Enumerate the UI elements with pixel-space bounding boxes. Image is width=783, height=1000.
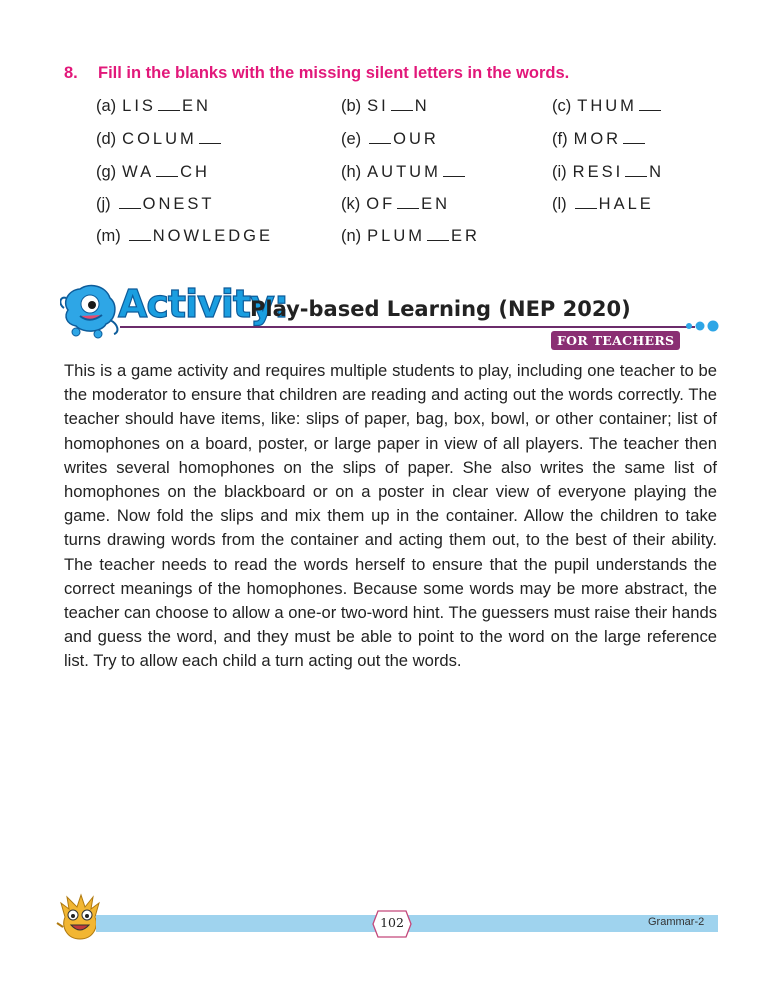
word-part-after: EN	[181, 97, 211, 115]
item-label: (c)	[552, 97, 572, 115]
dots-decoration-icon	[685, 319, 721, 333]
blank-line	[369, 129, 391, 144]
blank-line	[427, 226, 449, 241]
word-part-after: HALE	[598, 195, 654, 213]
blank-line	[639, 96, 661, 111]
word-part-before: THUM	[577, 97, 637, 115]
item-word	[573, 195, 654, 213]
item-word	[127, 227, 273, 245]
question-number: 8.	[64, 64, 78, 82]
page-number: 102	[380, 915, 404, 930]
word-part-after: OUR	[393, 130, 439, 148]
question-instruction: Fill in the blanks with the missing silent letters in the words.	[98, 64, 570, 82]
blank-line	[199, 129, 221, 144]
exercise-item	[96, 162, 210, 182]
activity-subtitle: Play-based Learning (NEP 2020)	[250, 297, 631, 321]
word-part-after: EN	[421, 195, 451, 213]
item-word	[122, 163, 210, 181]
word-part-before: AUTUM	[367, 163, 441, 181]
activity-header	[60, 280, 720, 360]
blank-line	[156, 162, 178, 177]
item-label: (g)	[96, 163, 117, 181]
item-word	[367, 227, 480, 245]
exercise-item	[552, 129, 647, 149]
exercise-item	[96, 226, 273, 246]
item-word	[122, 130, 223, 148]
activity-title: Activity:	[118, 282, 289, 326]
word-part-after: N	[414, 97, 430, 115]
activity-paragraph: This is a game activity and requires multiple students to play, including one teacher to be the moderator to ensure that children are reading and acting out the words correctly. The teacher should have items, like: slips of paper, bag, box, bowl, or other container; list of homophones on a board, poster, or large paper in view of all players. The teacher then writes several homophones on the slips of paper. She also writes the same list of homophones on the blackboard or on a poster in clear view of everyone playing the game. Now fold the slips and mix them up in the container. Allow the children to take turns drawing words from the container and acting them out, to the best of their ability. The teacher needs to read the words herself to ensure that the pupil understands the correct meanings of the homophones. Because some words may be more abstract, the teacher can choose to allow a one-or two-word hint. The guessers must raise their hands and guess the word, and they must be able to point to the word on the large reference list. Try to allow each child a turn acting out the words.	[64, 361, 717, 671]
item-label: (b)	[341, 97, 362, 115]
item-word	[117, 195, 215, 213]
item-label: (i)	[552, 163, 567, 181]
word-part-before: PLUM	[367, 227, 426, 245]
book-title: Grammar-2	[648, 916, 705, 928]
word-part-after: ONEST	[142, 195, 215, 213]
item-word	[577, 97, 663, 115]
blank-line	[625, 162, 647, 177]
word-part-before: LIS	[122, 97, 156, 115]
word-part-before: RESI	[572, 163, 624, 181]
blank-line	[158, 96, 180, 111]
word-part-before: SI	[367, 97, 389, 115]
item-label: (k)	[341, 195, 361, 213]
item-word	[122, 97, 211, 115]
item-word	[367, 97, 430, 115]
item-word	[574, 130, 648, 148]
item-label: (m)	[96, 227, 121, 245]
item-label: (a)	[96, 97, 117, 115]
word-part-before: COLUM	[122, 130, 197, 148]
blank-line	[397, 194, 419, 209]
for-teachers-badge: FOR TEACHERS	[551, 331, 680, 350]
item-word	[573, 163, 664, 181]
item-label: (d)	[96, 130, 117, 148]
item-word	[367, 163, 467, 181]
item-label: (l)	[552, 195, 567, 213]
word-part-after: CH	[180, 163, 210, 181]
word-part-after: ER	[451, 227, 480, 245]
word-part-before: WA	[122, 163, 155, 181]
item-label: (f)	[552, 130, 568, 148]
exercise-item	[341, 129, 439, 149]
mascot-icon	[60, 280, 122, 342]
question-heading	[64, 64, 569, 83]
item-label: (j)	[96, 195, 111, 213]
item-word	[367, 130, 439, 148]
blank-line	[129, 226, 151, 241]
exercise-item	[341, 194, 450, 214]
exercise-item	[96, 96, 211, 116]
exercise-item	[552, 162, 664, 182]
blank-line	[623, 129, 645, 144]
exercise-item	[341, 96, 430, 116]
exercise-item	[552, 96, 663, 116]
activity-divider	[120, 326, 695, 328]
blank-line	[443, 162, 465, 177]
word-part-after: N	[649, 163, 665, 181]
item-label: (e)	[341, 130, 362, 148]
exercise-item	[341, 226, 480, 246]
blank-line	[119, 194, 141, 209]
exercise-item	[341, 162, 467, 182]
item-label: (h)	[341, 163, 362, 181]
item-label: (n)	[341, 227, 362, 245]
exercise-item	[96, 194, 215, 214]
word-part-before: OF	[366, 195, 396, 213]
word-part-after: NOWLEDGE	[152, 227, 273, 245]
word-part-before: MOR	[573, 130, 622, 148]
exercise-item	[552, 194, 654, 214]
blank-line	[575, 194, 597, 209]
item-word	[366, 195, 450, 213]
exercise-item	[96, 129, 223, 149]
blank-line	[391, 96, 413, 111]
